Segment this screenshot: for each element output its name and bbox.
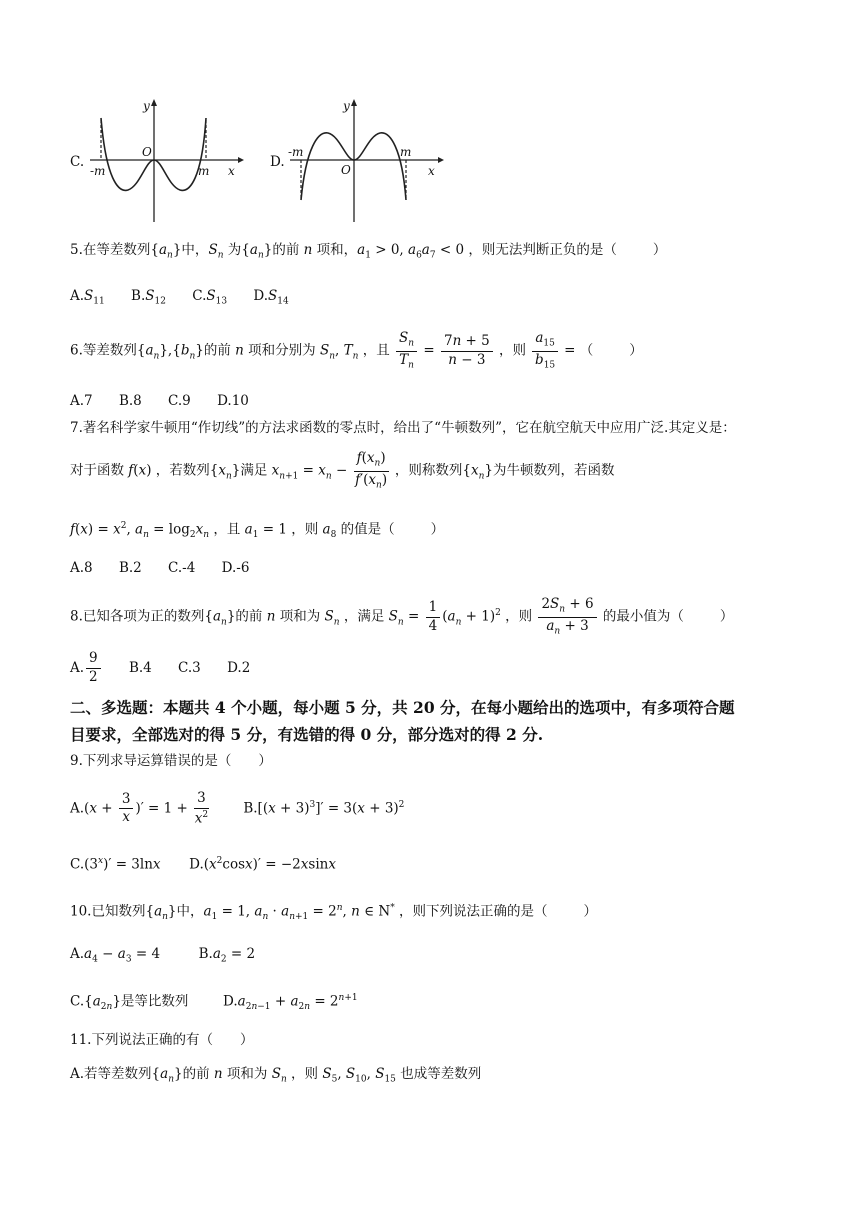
option-d-label: D. — [253, 288, 269, 304]
option-d: D.2 — [227, 659, 251, 676]
section-heading-line-1: 二、多选题：本题共 4 个小题，每小题 5 分，共 20 分，在每小题给出的选项中，有多项符合题 — [70, 698, 735, 717]
neg-m-label: -m — [288, 145, 304, 159]
graph-option-label: D. — [270, 154, 285, 170]
question-11-text: 11.下列说法正确的有（ ） — [70, 1032, 254, 1048]
question-10-options-row2: $C.\{a_{2n}\}$是等比数列 $D.a_{2n-1} + a_{2n} = 2^{n+1}$ — [70, 993, 358, 1013]
question-7-definition: 对于函数 f(x) ，若数列$\{x_n\}$满足 $x_{n+1} = x_n$ − $\frac{f(x_n)}{f'(x_n)}$ ，则称数列$\{x_n\}$为牛顿数列，若函数 — [70, 450, 615, 491]
option-a: A.7 — [70, 393, 93, 409]
origin-label: O — [142, 145, 152, 159]
axis-y-label: y — [143, 99, 150, 113]
question-5: 5.在等差数列$\{a_n\}$中，$S_n$ 为$\{a_n\}$的前 n 项和，$a_1 > 0$, $a_6a_7 < 0$ ，则无法判断正负的是（ ） — [70, 242, 667, 261]
axis-x-label: x — [428, 164, 435, 178]
neg-m-label: -m — [90, 164, 106, 178]
question-7-condition: $f(x) = x^2$, $a_n = \log_2x_n$ ，且 $a_1 = 1$ ，则 $a_8$ 的值是（ ） — [70, 521, 445, 541]
question-8-options — [70, 652, 272, 684]
option-d: D.10 — [217, 393, 249, 409]
option-c: C.-4 — [168, 560, 196, 576]
option-a: A. $\frac{9}{2}$ — [70, 660, 103, 676]
question-6: 6.等差数列$\{a_n\},\{b_n\}$的前 n 项和分别为 $S_n$, $T_n$ ，且 $\frac{S_n}{T_n}$ = $\frac{7n + 5}{n - 3}$ ，则 $\frac{a_{15}}{b_{15}}$ = （ ） — [70, 330, 643, 371]
question-5-options — [70, 290, 311, 307]
graph-option-c — [70, 98, 245, 223]
question-11-option-a: A.若等差数列$\{a_n\}$的前 n 项和为 $S_n$ ，则 $S_5$, $S_{10}$, $S_{15}$ 也成等差数列 — [70, 1066, 482, 1085]
question-10: 10.已知数列$\{a_n\}$中，$a_1 = 1$, $a_n \cdot a_{n+1} = 2^n$, n ∈ N* ，则下列说法正确的是（ ） — [70, 903, 598, 923]
option-b: B.2 — [118, 560, 142, 576]
option-b: B.4 — [128, 659, 152, 676]
m-label: m — [198, 164, 210, 178]
option-b-label: B. — [131, 288, 146, 304]
m-label: m — [400, 145, 412, 159]
option-d: D.-6 — [221, 560, 250, 576]
axis-y-label: y — [343, 99, 350, 113]
question-9-options-row1: A.(x + $\frac{3}{x}$ )′ = 1 + $\frac{3}{x^2}$ $B.[(x + 3)^3]' = 3(x + 3)^2$ — [70, 790, 405, 826]
axis-x-label: x — [228, 164, 235, 178]
option-a: A.8 — [70, 560, 93, 576]
graph-c-svg — [70, 98, 245, 223]
option-a: $A.S_{11}$ — [70, 288, 105, 307]
question-8: 8.已知各项为正的数列$\{a_n\}$的前 n 项和为 $S_n$ ，满足 $S_n$ = $\frac{1}{4}$ $(a_n + 1)^2$ ，则 $\frac{2S_n + 6}{a_n + 3}$ 的最小值为（ ） — [70, 596, 734, 637]
option-b: $B.S_{12}$ — [131, 288, 166, 307]
graph-option-d — [270, 98, 445, 223]
question-6-options — [70, 395, 271, 409]
option-c: C.3 — [178, 659, 201, 676]
question-9-text: 9.下列求导运算错误的是（ ） — [70, 753, 272, 769]
option-a-label: A. — [70, 288, 85, 304]
option-c-label: C. — [192, 288, 207, 304]
section-heading-line-2: 目要求，全部选对的得 5 分，有选错的得 0 分，部分选对的得 2 分. — [70, 725, 544, 744]
question-7-options — [70, 562, 271, 576]
graph-d-svg — [270, 98, 445, 223]
option-d: $D.S_{14}$ — [253, 288, 289, 307]
option-b: B.8 — [118, 393, 142, 409]
origin-label: O — [341, 163, 351, 177]
question-9-options-row2: $C.(3^x)' = 3\ln x$ $D.(x^2\cos x)' = -2xsinx$ — [70, 856, 336, 873]
graph-option-label: C. — [70, 154, 85, 170]
question-10-options-row1: $A.a_4 - a_3 = 4$ $B.a_2 = 2$ — [70, 946, 256, 965]
option-c: C.9 — [168, 393, 191, 409]
option-c: $C.S_{13}$ — [192, 288, 228, 307]
question-7-text: 7.著名科学家牛顿用“作切线”的方法求函数的零点时，给出了“牛顿数列”，它在航空航天中应用广泛.其定义是： — [70, 420, 736, 436]
